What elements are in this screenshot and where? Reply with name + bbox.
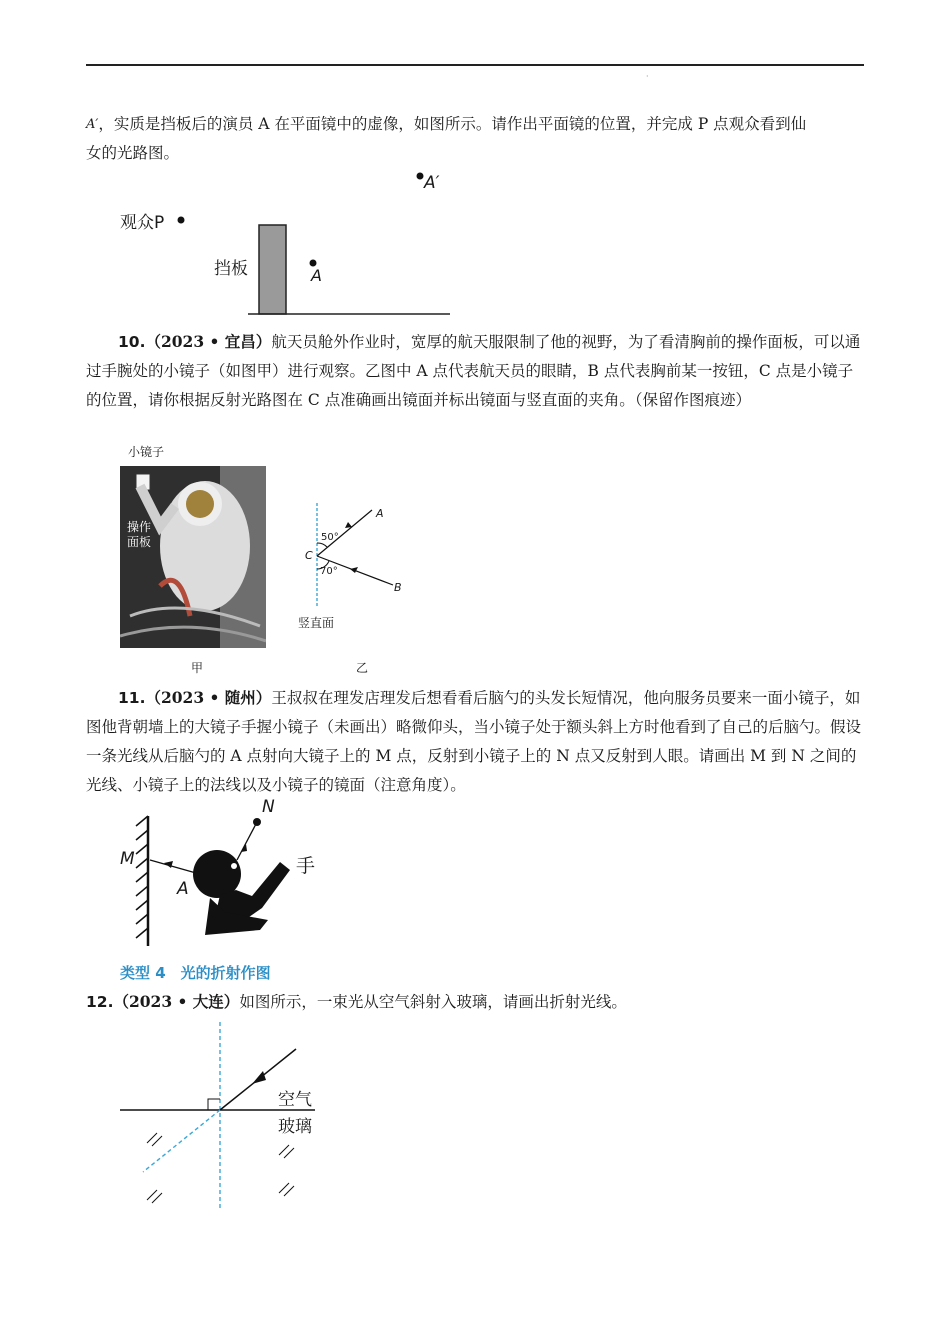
q11-number: 11. (118, 689, 146, 707)
q9-image-symbol: A′ (86, 117, 99, 132)
vertical-plane-label: 竖直面 (298, 616, 335, 630)
image-label: A′ (424, 173, 440, 193)
q10-source: （2023 • 宜昌） (145, 332, 272, 351)
q11-body: 王叔叔在理发店理发后想看看后脑勺的头发长短情况，他向服务员要来一面小镜子，如图他背朝墙上的大镜子手握小镜子（未画出）略微仰头，当小镜子处于额头斜上方时他看到了自己的后脑勺。假设一条光线从后脑勺的 A 点射向大镜子上的 M 点，反射到小镜子上的 N 点又反射到人眼。请画出 M 到 N 之间的光线、小镜子上的法线以及小镜子的镜面（注意角度）。 (86, 689, 862, 794)
q11-source: （2023 • 随州） (145, 688, 272, 707)
q9-line2: 女的光路图。 (86, 144, 180, 162)
extension-line (143, 1110, 220, 1172)
page-mark: · (646, 72, 649, 81)
diagram-caption: 乙 (356, 661, 369, 675)
point-n-label: N (262, 797, 275, 817)
section-heading-type4: 类型 4 光的折射作图 (120, 964, 271, 982)
incident-arrow (252, 1071, 266, 1084)
glass-label: 玻璃 (278, 1117, 312, 1137)
point-m-label: M (120, 849, 135, 869)
q10-body: 航天员舱外作业时，宽厚的航天服限制了他的视野，为了看清胸前的操作面板，可以通过手腕处的小镜子（如图甲）进行观察。乙图中 A 点代表航天员的眼睛，B 点代表胸前某一按钮，C 点是小镜子的位置，请你根据反射光路图在 C 点准确画出镜面并标出镜面与竖直面的夹角。（保留作图痕迹） (86, 333, 861, 409)
q12-number: 12. (86, 993, 114, 1011)
q10-number: 10. (118, 333, 146, 351)
q12-body: 如图所示，一束光从空气斜射入玻璃，请画出折射光线。 (239, 993, 627, 1011)
point-a-label-q11: A (177, 879, 189, 899)
q12-source: （2023 • 大连） (113, 992, 240, 1011)
angle-bottom-label: 70° (320, 566, 338, 577)
viewer-label: 观众P (120, 213, 165, 233)
air-label: 空气 (278, 1090, 312, 1110)
q9-line1: ，实质是挡板后的演员 A 在平面镜中的虚像，如图所示。请作出平面镜的位置，并完成 P 点观众看到仙 (98, 115, 807, 133)
actor-label: A (311, 266, 322, 285)
photo-caption: 甲 (191, 661, 204, 675)
point-a-label: A (376, 507, 384, 520)
photo-mirror-label: 小镜子 (128, 445, 165, 459)
photo-panel-label-1: 操作 (127, 520, 152, 534)
right-angle-mark (208, 1099, 220, 1110)
board-label: 挡板 (214, 259, 248, 279)
photo-panel-label-2: 面板 (127, 535, 152, 549)
point-b-label: B (394, 581, 402, 594)
angle-top-label: 50° (321, 532, 339, 543)
hand-label: 手 (296, 855, 316, 877)
point-c-label: C (305, 549, 313, 562)
